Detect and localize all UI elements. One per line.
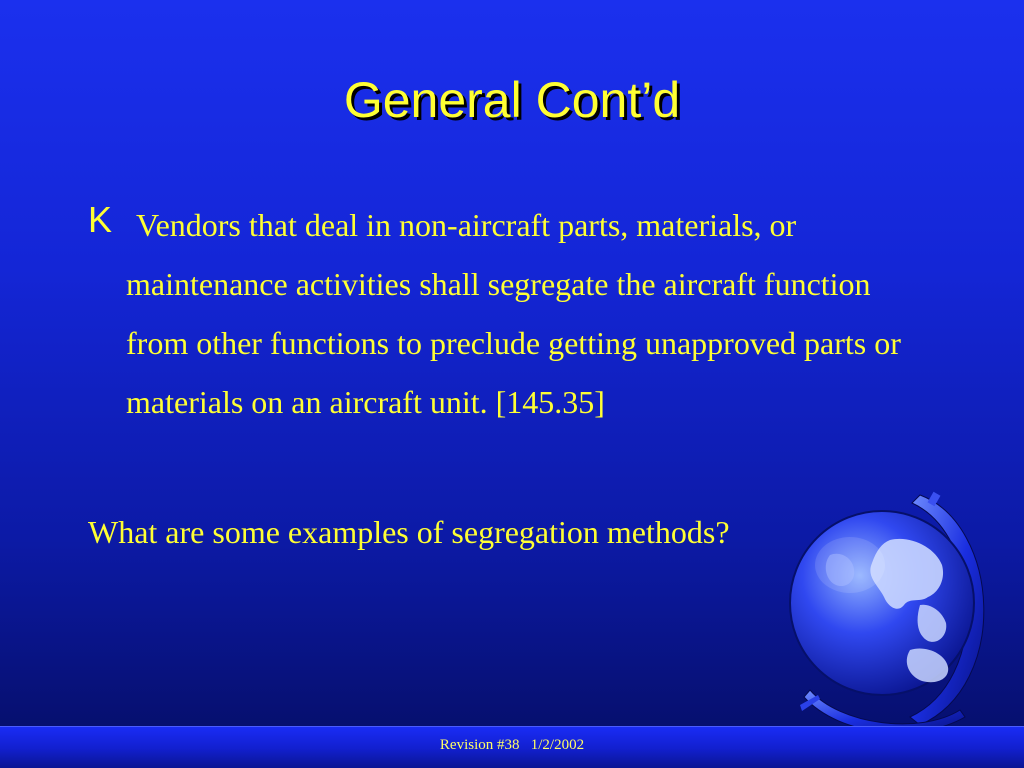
footer-text: Revision #38 1/2/2002 (439, 737, 585, 753)
globe-icon (770, 485, 1000, 745)
slide-title: General Cont’d (343, 72, 681, 128)
bullet-text: Vendors that deal in non-aircraft parts, materials, or maintenance activities shall segregate the aircraft function from other functions to preclude getting unapproved parts or materials on an aircraft unit. [145.35] (126, 207, 901, 420)
question-text: What are some examples of segregation methods? (88, 514, 730, 550)
bullet-marker: K (88, 199, 113, 240)
